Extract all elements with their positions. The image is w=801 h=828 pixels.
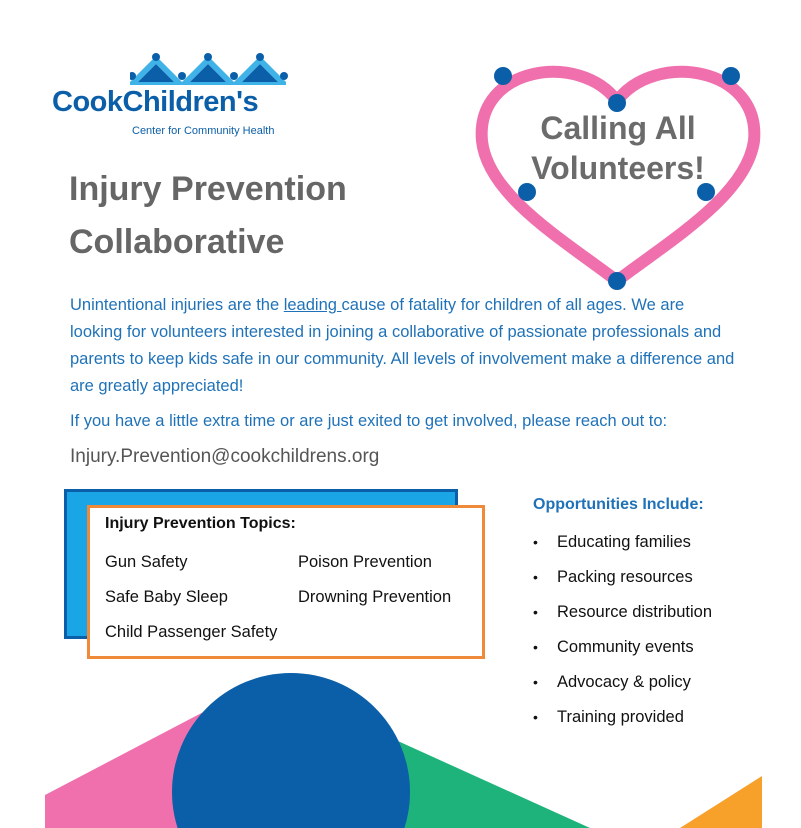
heart-title: Calling All Volunteers! xyxy=(531,110,705,186)
topic-item: Poison Prevention xyxy=(298,553,432,571)
topics-title: Injury Prevention Topics: xyxy=(105,515,296,532)
intro-paragraph xyxy=(70,292,740,400)
list-item: • Resource distribution xyxy=(533,600,712,635)
list-item: • Community events xyxy=(533,635,712,670)
list-item: • Training provided xyxy=(533,705,712,740)
topic-item: Gun Safety xyxy=(105,553,188,571)
logo-mark-icon xyxy=(130,52,330,86)
logo xyxy=(52,52,292,142)
topic-item: Drowning Prevention xyxy=(298,588,452,606)
topic-item: Safe Baby Sleep xyxy=(105,588,228,606)
contact-email[interactable]: Injury.Prevention@cookchildrens.org xyxy=(70,446,380,467)
list-item: • Advocacy & policy xyxy=(533,670,712,705)
decorative-shapes xyxy=(0,660,801,828)
page-title: Injury Prevention Collaborative xyxy=(69,170,347,261)
opportunities-title: Opportunities Include: xyxy=(533,496,704,513)
leading-link[interactable]: leading xyxy=(283,296,342,314)
topic-item: Child Passenger Safety xyxy=(105,623,278,641)
contact-prompt: If you have a little extra time or are just exited to get involved, please reach out to: xyxy=(70,412,668,430)
list-item: • Packing resources xyxy=(533,565,712,600)
intro-text-start: Unintentional injuries are the xyxy=(70,296,284,314)
intro-text-end: cause of fatality for children of all ages. We are looking for volunteers interested in joining a collaborative of passionate professionals and parents to keep kids safe in our community. All levels of involvement make a difference and are greatly appreciated! xyxy=(70,296,735,395)
logo-name: CookChildren's xyxy=(52,86,259,118)
logo-subtitle: Center for Community Health xyxy=(132,125,275,137)
list-item: • Educating families xyxy=(533,530,712,565)
